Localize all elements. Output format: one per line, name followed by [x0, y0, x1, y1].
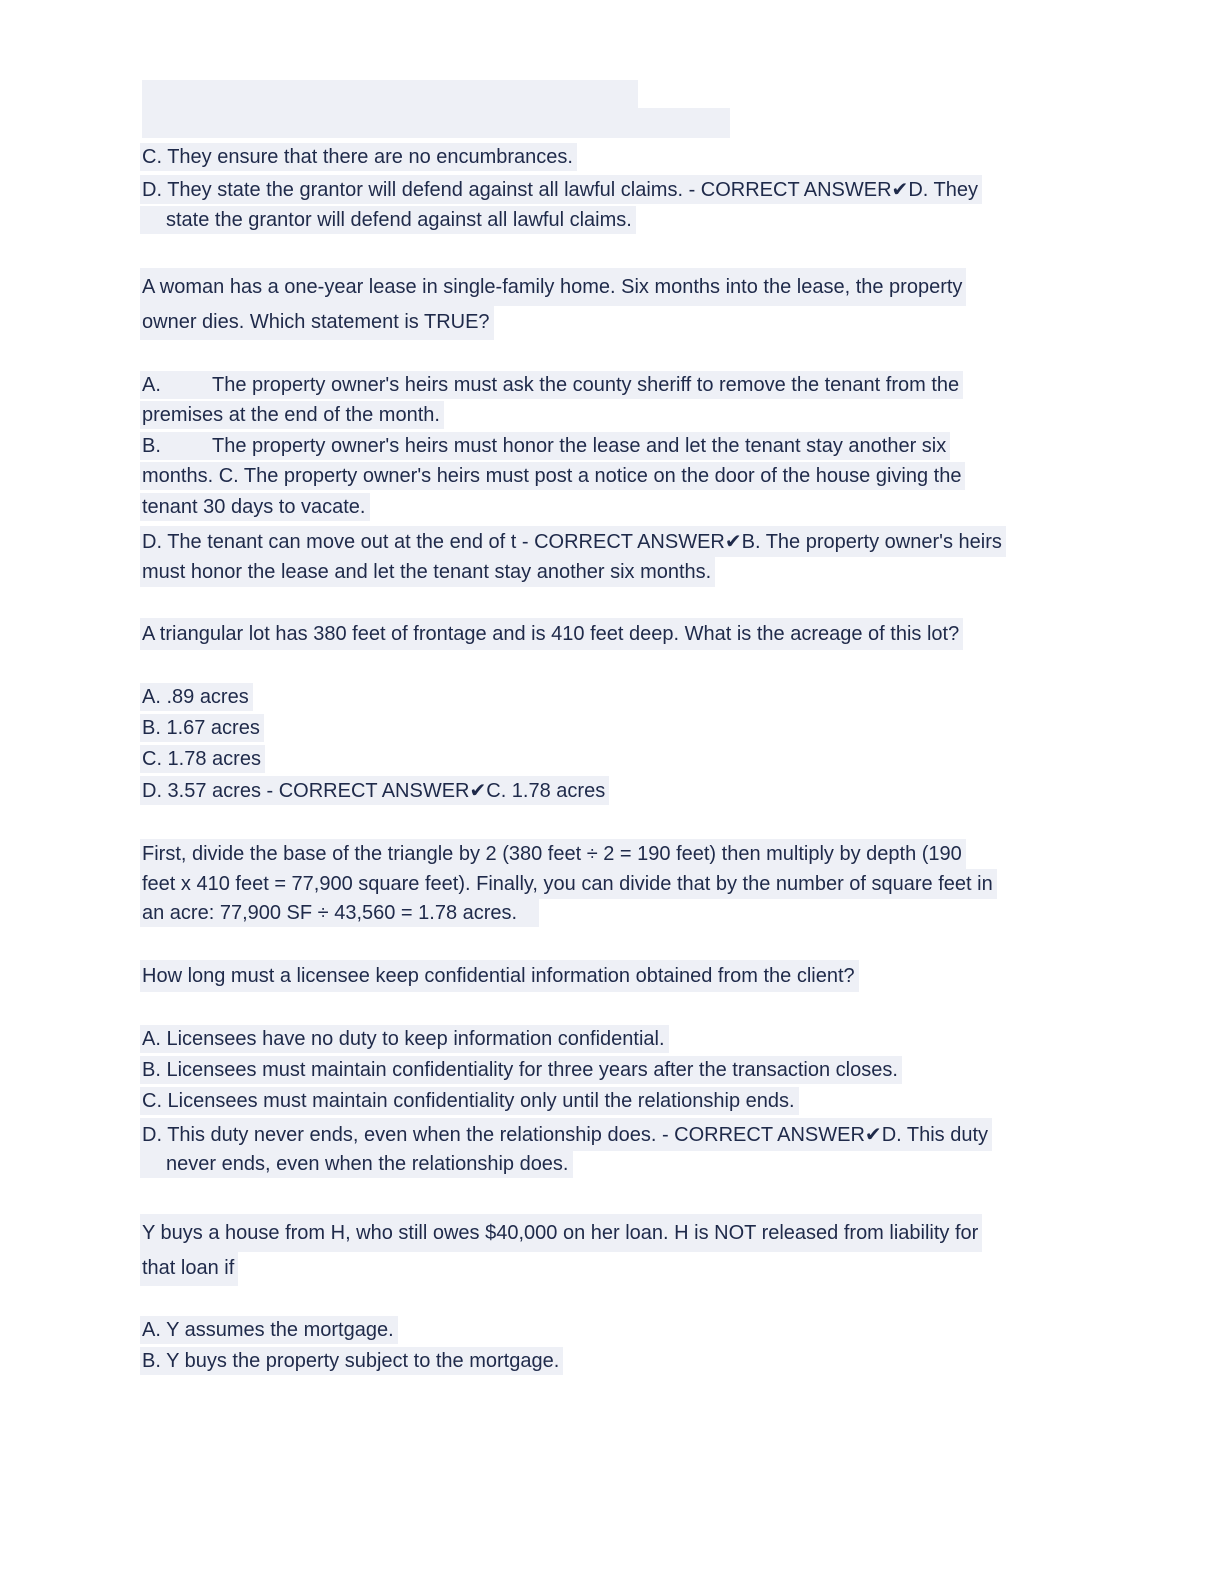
- q1-a-text: The property owner's heirs must ask the county sheriff to remove the tenant from the: [212, 374, 960, 396]
- q3-question: How long must a licensee keep confidential information obtained from the client?: [140, 960, 859, 992]
- q2-question: A triangular lot has 380 feet of frontage and is 410 feet deep. What is the acreage of this lot?: [140, 618, 963, 650]
- q4-question-line1: Y buys a house from H, who still owes $40,000 on her loan. H is NOT released from liability for: [140, 1214, 982, 1252]
- q2-option-c: C. 1.78 acres: [140, 745, 265, 773]
- q3-option-b: B. Licensees must maintain confidentiality for three years after the transaction closes.: [140, 1056, 902, 1084]
- redacted-block-top: [142, 80, 638, 110]
- q0-answer-part1: D. They: [908, 179, 978, 201]
- q2-explanation-line3: an acre: 77,900 SF ÷ 43,560 = 1.78 acres.: [140, 899, 539, 927]
- q1-answer-part1: B. The property owner's heirs: [741, 531, 1002, 553]
- q1-answer-part2: must honor the lease and let the tenant stay another six months.: [140, 557, 715, 587]
- q1-option-b-cont2: tenant 30 days to vacate.: [140, 493, 370, 521]
- check-icon: ✔: [469, 778, 487, 802]
- q3-option-d: [140, 1118, 992, 1151]
- q3-answer-part1: D. This duty: [881, 1124, 989, 1146]
- q0-option-d: [140, 175, 982, 204]
- q3-option-a: A. Licensees have no duty to keep information confidential.: [140, 1025, 669, 1053]
- q4-option-b: B. Y buys the property subject to the mortgage.: [140, 1347, 563, 1375]
- q2-answer: C. 1.78 acres: [486, 780, 606, 802]
- q0-answer-part2: state the grantor will defend against all lawful claims.: [140, 206, 636, 234]
- check-icon: ✔: [891, 177, 909, 201]
- q2-explanation-line1: First, divide the base of the triangle by 2 (380 feet ÷ 2 = 190 feet) then multiply by depth (190: [140, 839, 966, 869]
- q4-option-a: A. Y assumes the mortgage.: [140, 1316, 398, 1344]
- q1-option-a-cont: premises at the end of the month.: [140, 401, 444, 429]
- q1-b-text: The property owner's heirs must honor the lease and let the tenant stay another six: [212, 435, 947, 457]
- q2-d-text: D. 3.57 acres - CORRECT ANSWER: [142, 780, 470, 802]
- q1-a-label: A.: [142, 374, 161, 396]
- redacted-block-second: [142, 108, 730, 138]
- q3-answer-part2: never ends, even when the relationship does.: [140, 1150, 573, 1178]
- q0-option-c: C. They ensure that there are no encumbrances.: [140, 143, 577, 171]
- q1-question-line2: owner dies. Which statement is TRUE?: [140, 304, 494, 340]
- q2-option-d: [140, 776, 609, 805]
- check-icon: ✔: [864, 1122, 882, 1146]
- q1-option-b-cont: months. C. The property owner's heirs must post a notice on the door of the house giving the: [140, 462, 965, 490]
- check-icon: ✔: [724, 529, 742, 553]
- q1-option-d: [140, 526, 1006, 557]
- q1-d-text: D. The tenant can move out at the end of t - CORRECT ANSWER: [142, 531, 725, 553]
- q4-question-line2: that loan if: [140, 1250, 238, 1286]
- q0-option-d-text: D. They state the grantor will defend against all lawful claims. - CORRECT ANSWER: [142, 179, 892, 201]
- q1-option-b: [140, 432, 950, 460]
- q1-option-a: [140, 371, 963, 399]
- q3-option-c: C. Licensees must maintain confidentiality only until the relationship ends.: [140, 1087, 799, 1115]
- q3-d-text: D. This duty never ends, even when the relationship does. - CORRECT ANSWER: [142, 1124, 865, 1146]
- q2-option-a: A. .89 acres: [140, 683, 253, 711]
- q2-explanation-line2: feet x 410 feet = 77,900 square feet). Finally, you can divide that by the number of square feet in: [140, 869, 997, 899]
- q1-question-line1: A woman has a one-year lease in single-family home. Six months into the lease, the property: [140, 268, 966, 306]
- q2-option-b: B. 1.67 acres: [140, 714, 264, 742]
- q1-b-label: B.: [142, 435, 161, 457]
